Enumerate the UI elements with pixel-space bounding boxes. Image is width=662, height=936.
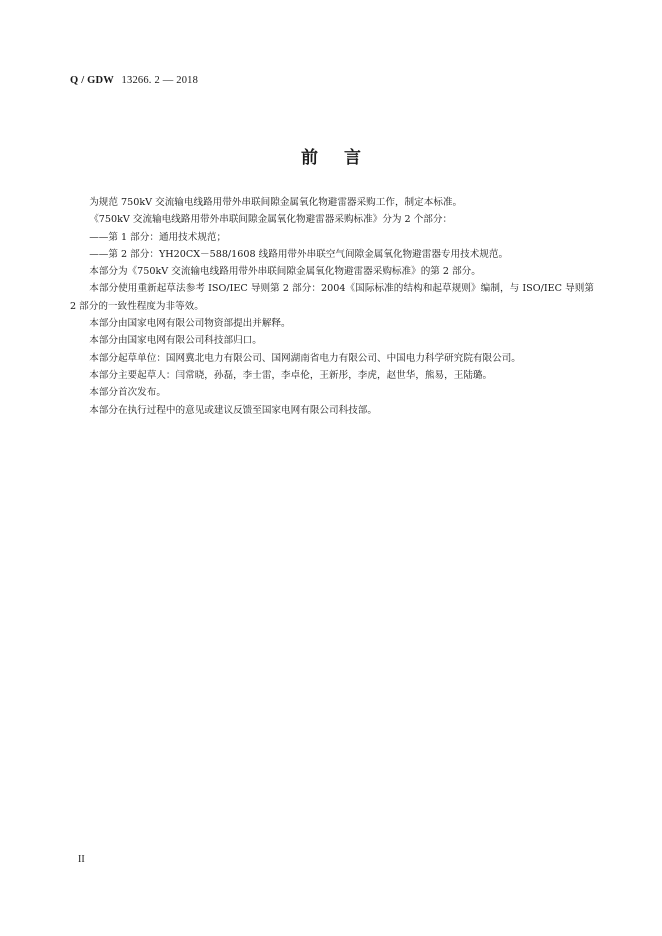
paragraph: 本部分由国家电网有限公司物资部提出并解释。 [89,318,291,330]
paragraph: 本部分起草单位：国网冀北电力有限公司、国网湖南省电力有限公司、中国电力科学研究院有限公司。 [89,352,521,364]
foreword-body [70,194,594,419]
paragraph: ——第 1 部分：通用技术规范； [89,231,227,243]
paragraph: ——第 2 部分：YH20CX－588/1608 线路用带外串联空气间隙金属氧化物避雷器专用技术规范。 [89,248,509,260]
paragraph: 本部分为《750kV 交流输电线路用带外串联间隙金属氧化物避雷器采购标准》的第 2 部分。 [89,266,481,278]
document-header [70,74,198,86]
standard-code: Q / GDW [70,75,114,86]
paragraph: 本部分由国家电网有限公司科技部归口。 [89,335,262,347]
paragraph: 本部分首次发布。 [89,387,166,399]
paragraph: 《750kV 交流输电线路用带外串联间隙金属氧化物避雷器采购标准》分为 2 个部分： [89,214,453,226]
paragraph: 本部分在执行过程中的意见或建议反馈至国家电网有限公司科技部。 [89,404,377,416]
page-title: 前言 [301,148,387,168]
page-number: II [78,854,85,865]
paragraph: 本部分使用重新起草法参考 ISO/IEC 导则第 2 部分：2004《国际标准的结构和起草规则》编制，与 ISO/IEC 导则第 2 部分的一致性程度为非等效。 [70,283,594,312]
standard-number: 13266. 2 — 2018 [121,75,199,86]
paragraph: 为规范 750kV 交流输电线路用带外串联间隙金属氧化物避雷器采购工作，制定本标准。 [89,197,463,208]
paragraph: 本部分主要起草人：闫常晓，孙磊，李士雷，李卓伦，王新彤，李虎，赵世华，熊易，王陆璐。 [89,369,493,381]
